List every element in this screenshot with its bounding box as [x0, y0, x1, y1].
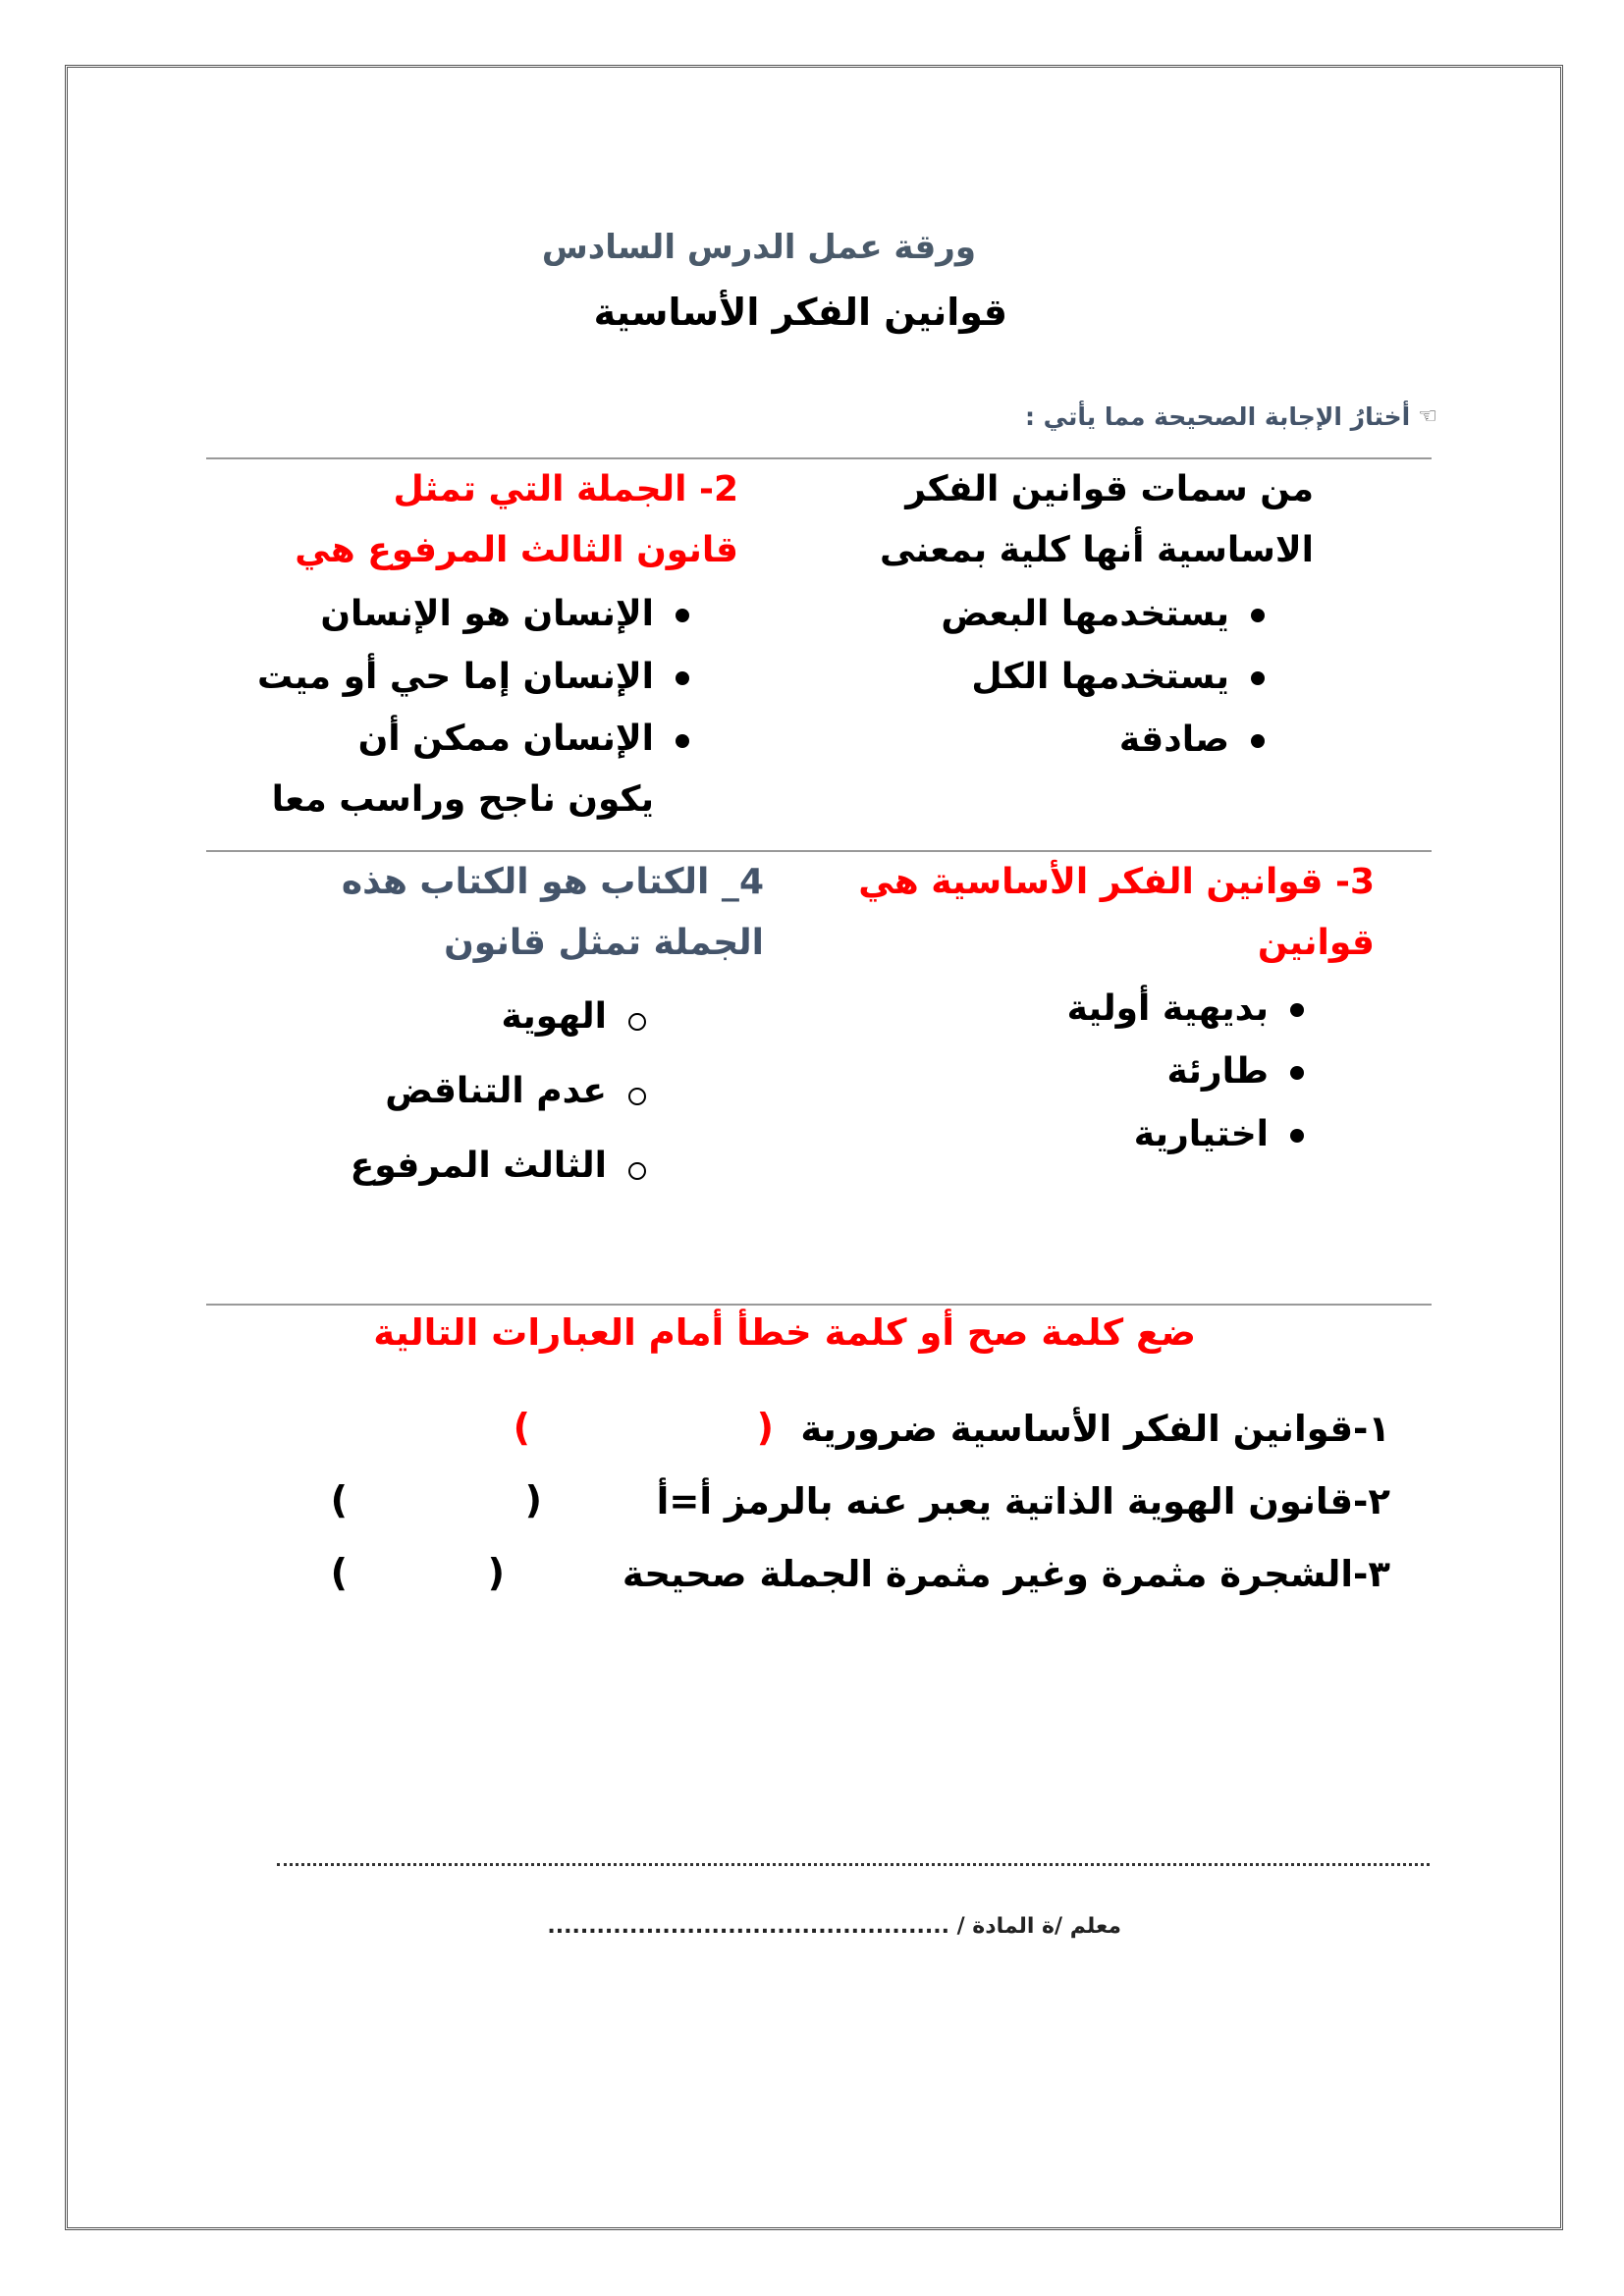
- true-false-title: ضع كلمة صح أو كلمة خطأ أمام العبارات التالية: [373, 1311, 1196, 1354]
- option[interactable]: بديهية أولية: [825, 978, 1304, 1041]
- statement-1: ١-قوانين الفكر الأساسية ضرورية: [800, 1408, 1390, 1450]
- bullet-icon: [1251, 734, 1265, 748]
- option[interactable]: اختيارية: [825, 1103, 1304, 1166]
- answer-close-paren: ): [513, 1406, 530, 1449]
- divider: [206, 1304, 1432, 1306]
- option[interactable]: الإنسان هو الإنسان: [228, 583, 689, 646]
- instruction: [1025, 402, 1437, 431]
- question-2: [228, 459, 738, 830]
- question-2-text: 2- الجملة التي تمثل قانون الثالث المرفوع هي: [295, 469, 738, 570]
- dotted-separator: [277, 1863, 1430, 1866]
- option[interactable]: الهوية: [312, 986, 646, 1048]
- question-3-text: 3- قوانين الفكر الأساسية هي قوانين: [858, 862, 1375, 963]
- answer-open-paren: (: [524, 1478, 542, 1522]
- option[interactable]: صادقة: [872, 709, 1265, 772]
- question-1: [872, 459, 1314, 772]
- answer-close-paren: ): [330, 1551, 348, 1594]
- option[interactable]: طارئة: [825, 1041, 1304, 1103]
- answer-open-paren: (: [756, 1406, 774, 1449]
- teacher-label: معلم /ة المادة /: [956, 1914, 1121, 1939]
- question-4-text: 4_ الكتاب هو الكتاب هذه الجملة تمثل قانون: [341, 862, 764, 963]
- bullet-icon: [676, 609, 689, 622]
- instruction-text: أختارُ الإجابة الصحيحة مما يأتي :: [1024, 402, 1411, 431]
- bullet-icon: [1251, 609, 1265, 622]
- statement-3: ٣-الشجرة مثمرة وغير مثمرة الجملة صحيحة: [622, 1553, 1390, 1595]
- bullet-icon: [1251, 671, 1265, 685]
- option[interactable]: يستخدمها البعض: [872, 583, 1265, 646]
- question-3: [825, 852, 1375, 1166]
- question-4: [312, 852, 764, 1198]
- bullet-icon: [1290, 1066, 1304, 1080]
- teacher-signature-field[interactable]: .................................................: [547, 1914, 949, 1939]
- option[interactable]: الثالث المرفوع: [312, 1135, 646, 1198]
- worksheet-title: ورقة عمل الدرس السادس: [541, 228, 976, 267]
- radio-circle-icon: [628, 1013, 646, 1031]
- answer-close-paren: ): [330, 1478, 348, 1522]
- bullet-icon: [1290, 1129, 1304, 1143]
- statement-2: ٢-قانون الهوية الذاتية يعبر عنه بالرمز أ=أ: [656, 1480, 1390, 1522]
- option[interactable]: عدم التناقض: [312, 1060, 646, 1123]
- option[interactable]: الإنسان ممكن أن يكون ناجح وراسب معا: [228, 709, 689, 830]
- radio-circle-icon: [628, 1088, 646, 1105]
- option[interactable]: الإنسان إما حي أو ميت: [228, 646, 689, 709]
- answer-open-paren: (: [487, 1551, 505, 1594]
- lesson-title: قوانين الفكر الأساسية: [593, 291, 1007, 334]
- option[interactable]: يستخدمها الكل: [872, 646, 1265, 709]
- question-1-text: من سمات قوانين الفكر الاساسية أنها كلية بمعنى: [880, 469, 1314, 570]
- bullet-icon: [1290, 1003, 1304, 1017]
- bullet-icon: [676, 734, 689, 748]
- pointing-hand-icon: ☜: [1418, 404, 1437, 429]
- radio-circle-icon: [628, 1162, 646, 1180]
- teacher-signature: [547, 1914, 1121, 1939]
- bullet-icon: [676, 671, 689, 685]
